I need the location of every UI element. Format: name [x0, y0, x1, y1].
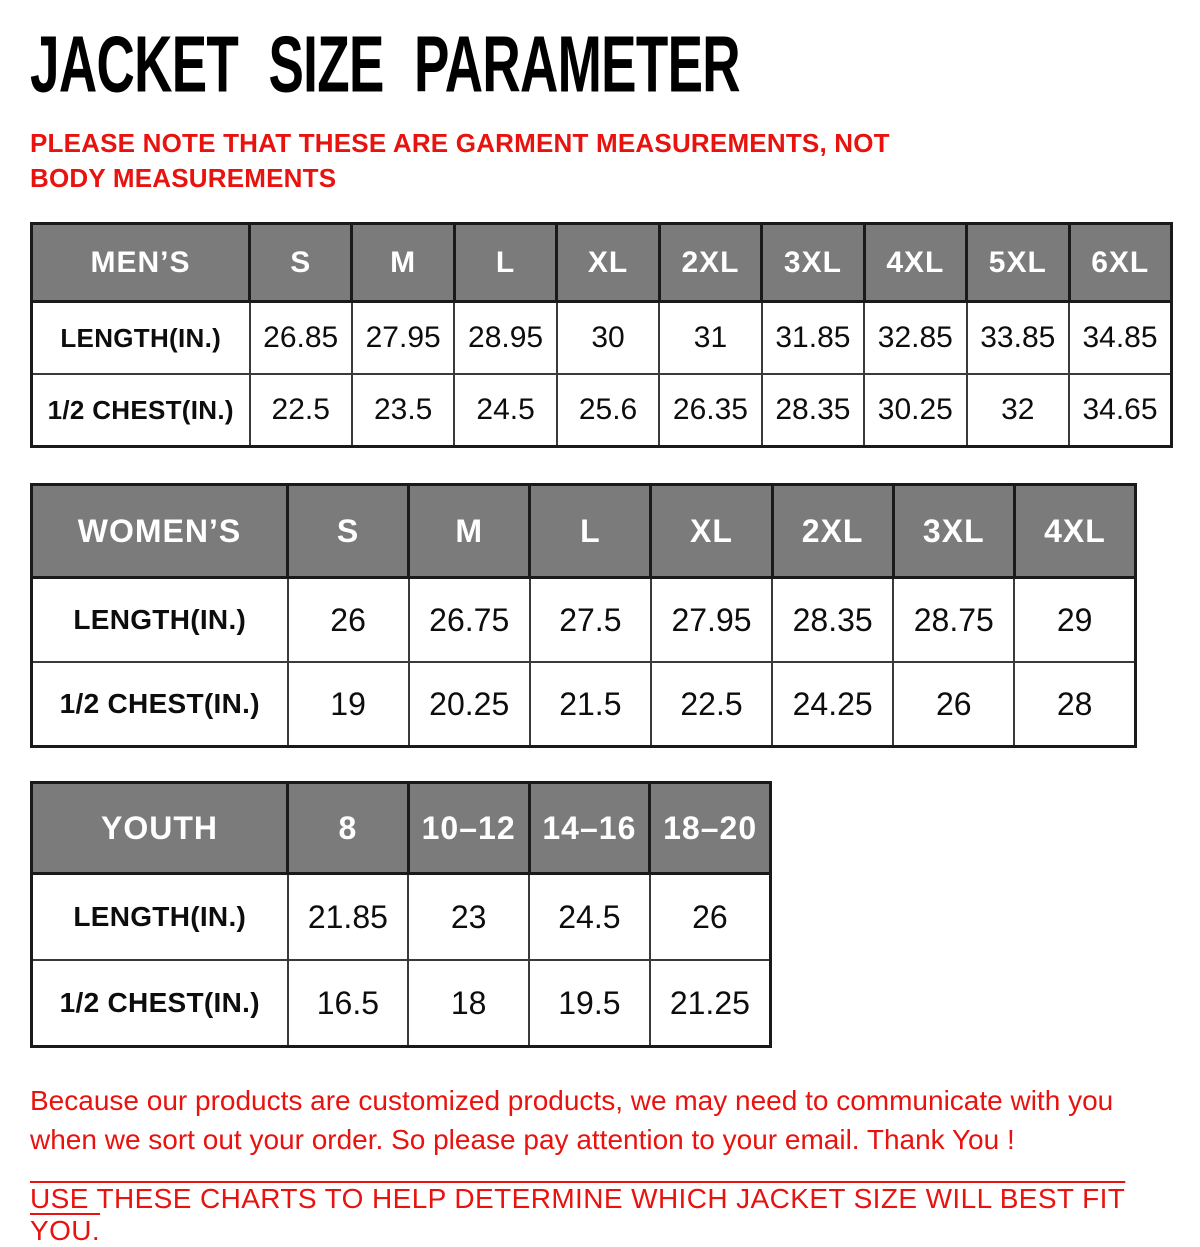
- measurement-label: 1/2 CHEST(IN.): [32, 374, 250, 447]
- measurement-value: 25.6: [557, 374, 659, 447]
- youth-header-row: [32, 783, 771, 874]
- mens-header-row: [32, 224, 1172, 302]
- page-title: JACKET SIZE PARAMETER: [30, 18, 740, 109]
- garment-measurement-note: PLEASE NOTE THAT THESE ARE GARMENT MEASUREMENTS, NOT BODY MEASUREMENTS: [30, 128, 890, 193]
- measurement-value: 16.5: [288, 960, 409, 1047]
- measurement-value: 27.95: [651, 578, 772, 663]
- measurement-row: [32, 960, 771, 1047]
- measurement-value: 21.25: [650, 960, 771, 1047]
- size-column-header: 2XL: [772, 485, 893, 578]
- measurement-value: 22.5: [250, 374, 352, 447]
- measurement-value: 19.5: [529, 960, 650, 1047]
- size-column-header: 8: [288, 783, 409, 874]
- measurement-label: LENGTH(IN.): [32, 874, 288, 961]
- youth-category-header: YOUTH: [32, 783, 288, 874]
- measurement-value: 21.85: [288, 874, 409, 961]
- womens-header-row: [32, 485, 1136, 578]
- measurement-row: [32, 302, 1172, 375]
- size-column-header: M: [352, 224, 454, 302]
- measurement-value: 32: [967, 374, 1069, 447]
- fit-guidance-note: USE THESE CHARTS TO HELP DETERMINE WHICH JACKET SIZE WILL BEST FIT YOU.: [30, 1183, 1126, 1246]
- measurement-value: 27.95: [352, 302, 454, 375]
- size-column-header: 2XL: [659, 224, 761, 302]
- measurement-value: 29: [1014, 578, 1135, 663]
- measurement-value: 26.75: [409, 578, 530, 663]
- mens-category-header: MEN’S: [32, 224, 250, 302]
- womens-size-table: [30, 483, 1137, 748]
- size-column-header: 4XL: [1014, 485, 1135, 578]
- size-column-header: 3XL: [893, 485, 1014, 578]
- measurement-row: [32, 662, 1136, 747]
- measurement-value: 28.35: [772, 578, 893, 663]
- size-column-header: 5XL: [967, 224, 1069, 302]
- measurement-value: 18: [408, 960, 529, 1047]
- size-column-header: 3XL: [762, 224, 864, 302]
- measurement-value: 26: [893, 662, 1014, 747]
- measurement-value: 23.5: [352, 374, 454, 447]
- measurement-value: 24.5: [529, 874, 650, 961]
- measurement-value: 24.5: [454, 374, 556, 447]
- measurement-label: 1/2 CHEST(IN.): [32, 960, 288, 1047]
- size-column-header: XL: [651, 485, 772, 578]
- measurement-value: 26: [650, 874, 771, 961]
- size-column-header: S: [288, 485, 409, 578]
- measurement-value: 19: [288, 662, 409, 747]
- measurement-value: 28: [1014, 662, 1135, 747]
- measurement-value: 26.35: [659, 374, 761, 447]
- measurement-row: [32, 578, 1136, 663]
- measurement-value: 23: [408, 874, 529, 961]
- size-column-header: L: [530, 485, 651, 578]
- size-column-header: L: [454, 224, 556, 302]
- measurement-value: 22.5: [651, 662, 772, 747]
- size-column-header: 4XL: [864, 224, 966, 302]
- measurement-value: 30.25: [864, 374, 966, 447]
- measurement-row: [32, 374, 1172, 447]
- mens-size-table: [30, 222, 1173, 448]
- measurement-value: 30: [557, 302, 659, 375]
- measurement-value: 34.85: [1069, 302, 1172, 375]
- size-column-header: 14–16: [529, 783, 650, 874]
- size-column-header: 18–20: [650, 783, 771, 874]
- measurement-value: 20.25: [409, 662, 530, 747]
- measurement-value: 34.65: [1069, 374, 1172, 447]
- measurement-value: 26.85: [250, 302, 352, 375]
- womens-category-header: WOMEN’S: [32, 485, 288, 578]
- size-column-header: XL: [557, 224, 659, 302]
- size-column-header: 6XL: [1069, 224, 1172, 302]
- size-column-header: 10–12: [408, 783, 529, 874]
- measurement-value: 24.25: [772, 662, 893, 747]
- measurement-label: LENGTH(IN.): [32, 578, 288, 663]
- size-column-header: S: [250, 224, 352, 302]
- measurement-value: 28.95: [454, 302, 556, 375]
- measurement-label: 1/2 CHEST(IN.): [32, 662, 288, 747]
- measurement-row: [32, 874, 771, 961]
- youth-size-table: [30, 781, 772, 1048]
- measurement-value: 31.85: [762, 302, 864, 375]
- measurement-value: 31: [659, 302, 761, 375]
- measurement-value: 21.5: [530, 662, 651, 747]
- measurement-label: LENGTH(IN.): [32, 302, 250, 375]
- measurement-value: 32.85: [864, 302, 966, 375]
- measurement-value: 27.5: [530, 578, 651, 663]
- customization-notice: Because our products are customized products, we may need to communicate with you when we sort out your order. So please pay attention to your email. Thank You !: [30, 1085, 1114, 1155]
- measurement-value: 26: [288, 578, 409, 663]
- measurement-value: 28.75: [893, 578, 1014, 663]
- measurement-value: 28.35: [762, 374, 864, 447]
- size-column-header: M: [409, 485, 530, 578]
- measurement-value: 33.85: [967, 302, 1069, 375]
